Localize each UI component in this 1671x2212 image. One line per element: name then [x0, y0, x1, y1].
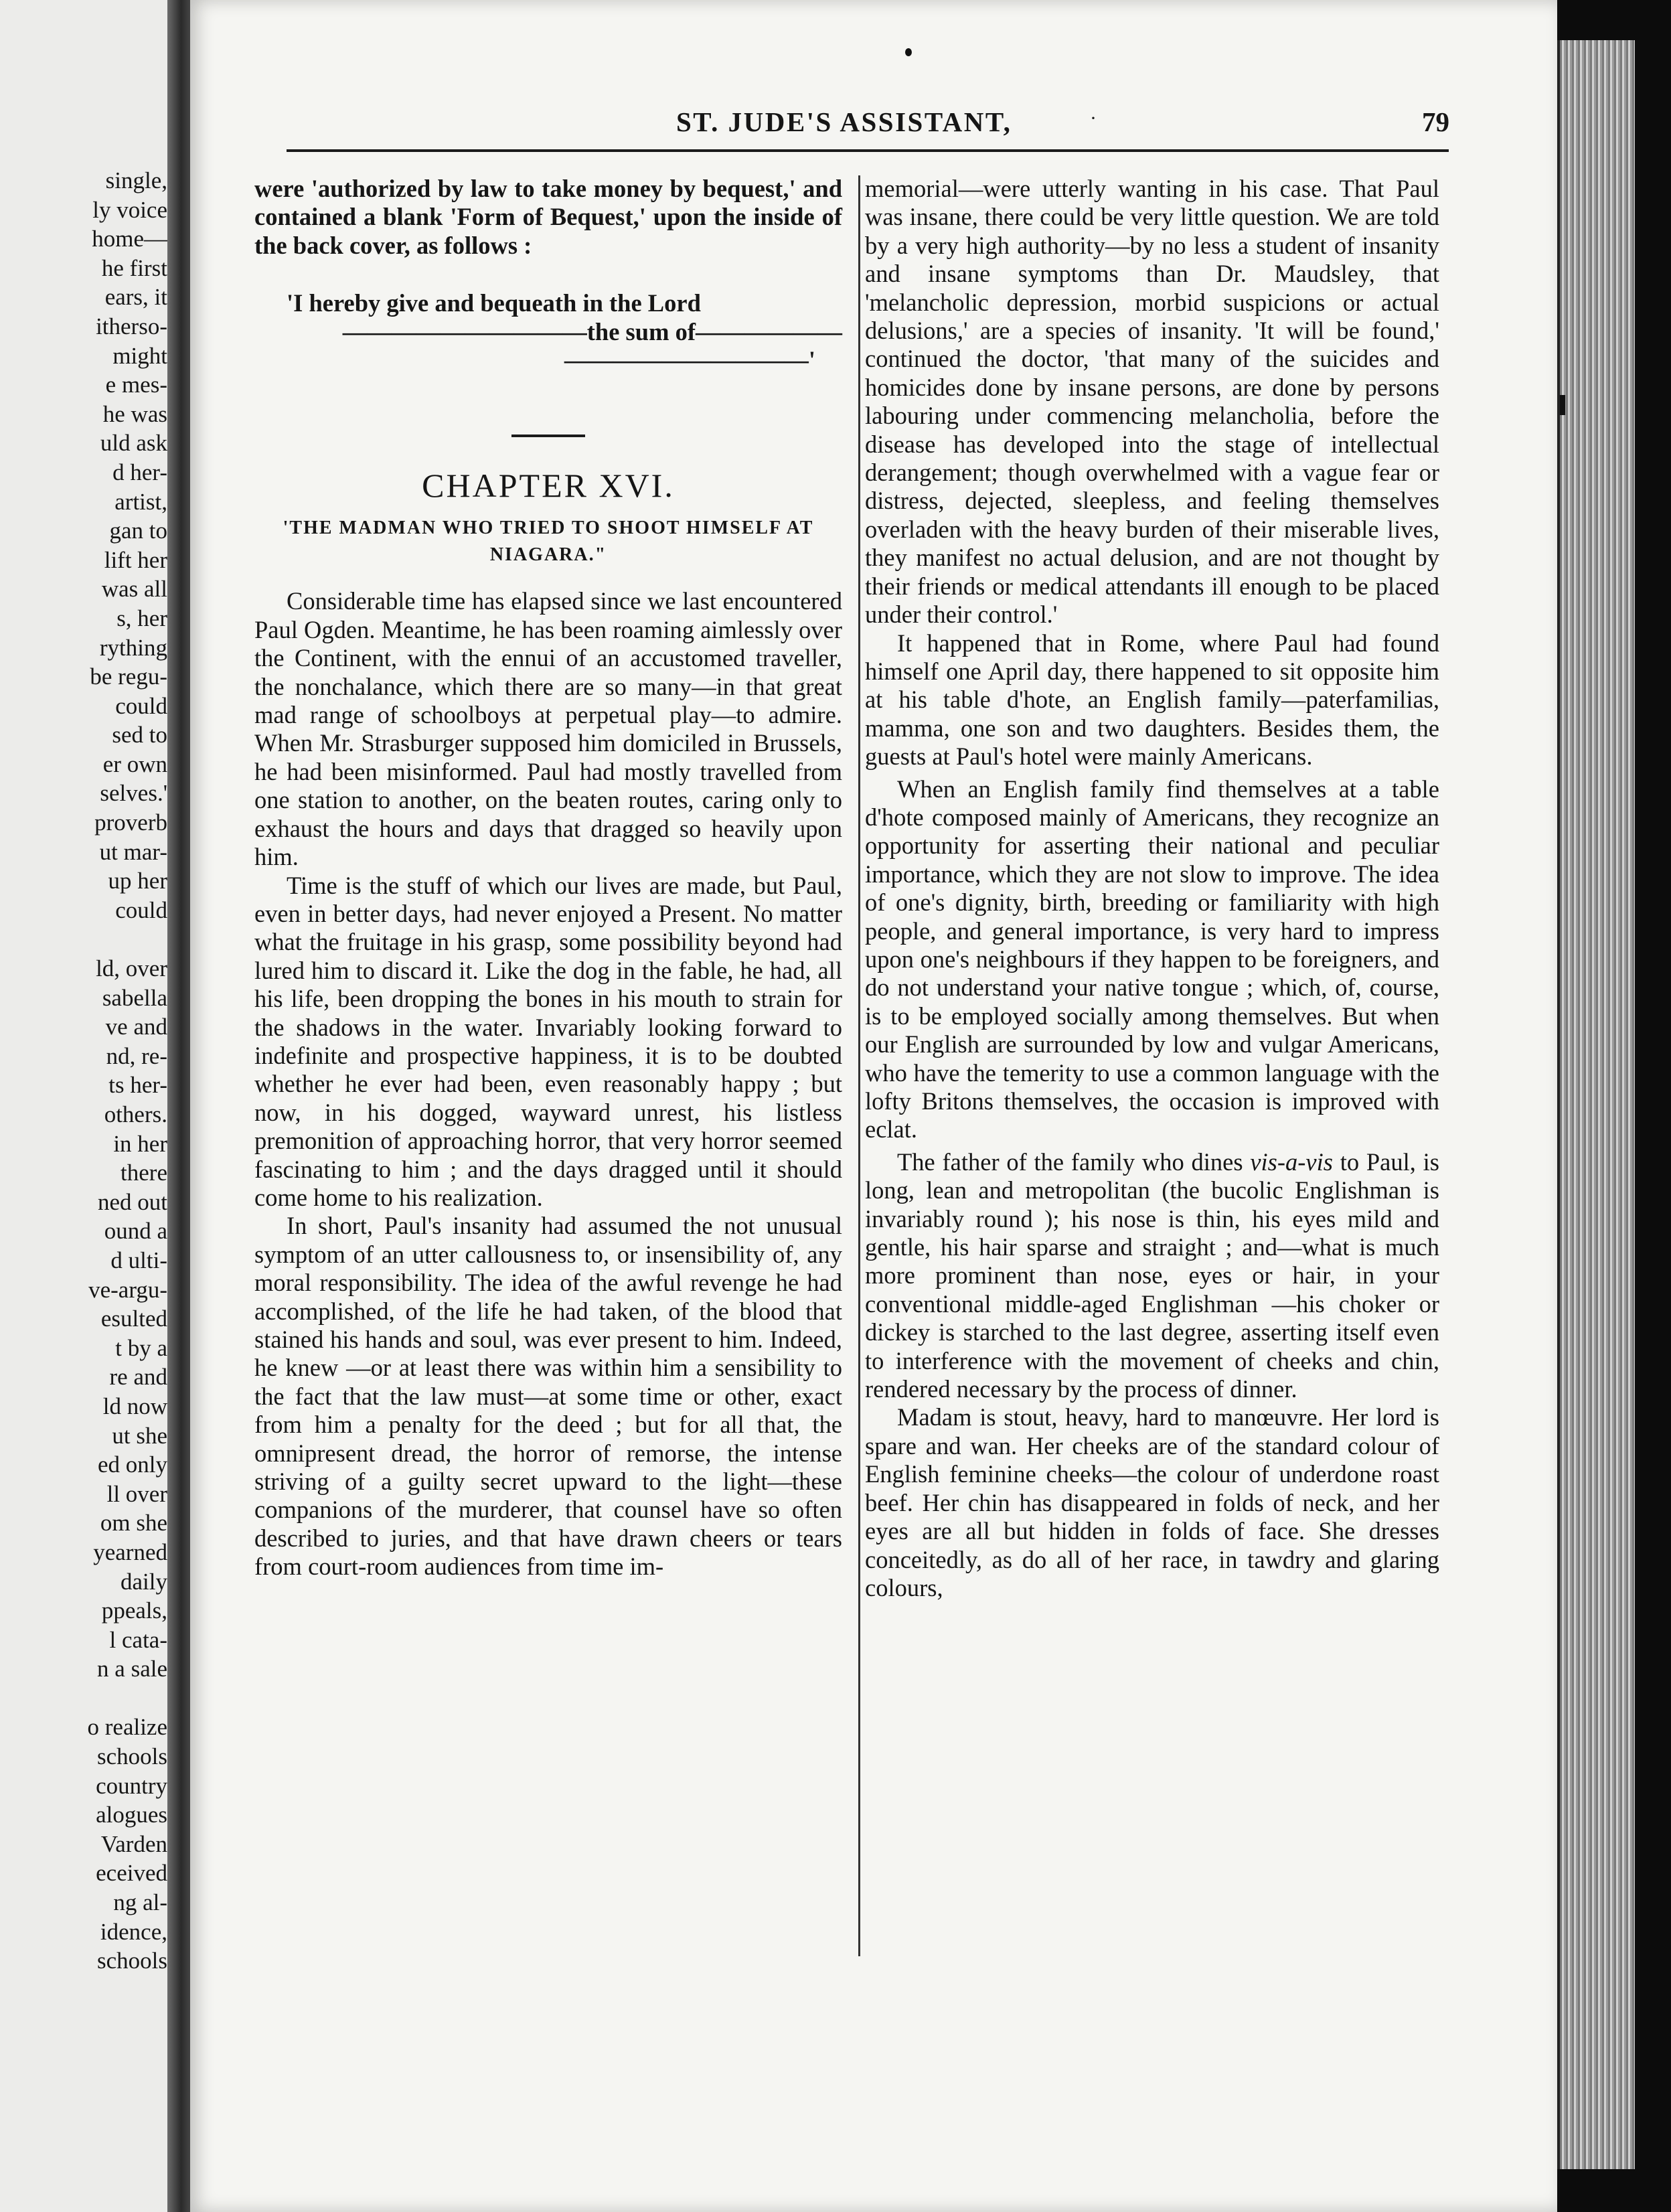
fragment-line: ld, over	[96, 955, 167, 982]
fragment-line: s, her	[116, 605, 167, 631]
fragment-line: he was	[102, 400, 167, 427]
bequest-form	[254, 289, 842, 374]
fragment-line: proverb	[94, 809, 167, 836]
fragment-line: e mes-	[105, 372, 167, 398]
fragment-line: could	[115, 896, 167, 923]
fragment-line: selves.'	[100, 780, 167, 807]
fragment-line: gan to	[109, 518, 167, 544]
fragment-line: ppeals,	[101, 1597, 167, 1624]
fragment-line: t by a	[115, 1334, 167, 1361]
fragment-line: uld ask	[100, 430, 167, 457]
fragment-line: ve-argu-	[88, 1276, 167, 1303]
bequest-line: ——————————the sum of——————	[342, 317, 842, 345]
fragment-line: nd, re-	[106, 1042, 167, 1069]
fragment-line: n a sale	[97, 1656, 167, 1682]
ink-speck	[905, 48, 912, 56]
fragment-line: ears, it	[104, 284, 167, 311]
fragment-line: er own	[102, 750, 167, 777]
body-paragraph: Madam is stout, heavy, hard to manœuvre. Her lord is spare and wan. Her cheeks are of the standard colour of English feminine cheeks—the colour of underdone roast beef. Her chin has disappeared in folds of neck, and her eyes are all but hidden in folds of face. She dresses conceitedly, as do all of her race, in tawdry and glaring colours,	[865, 1403, 1439, 1601]
body-paragraph: Time is the stuff of which our lives are made, but Paul, even in better days, had never enjoyed a Present. No matter what the fruitage in his grasp, some possibility beyond had lured him to discard it. Like the dog in the fable, he had, all his life, been dropping the bones in his mouth to strain for the shadows in the water. Invariably looking forward to indefinite and prospective happiness, it is to be doubted whether he ever had been, even reasonably happy ; but now, in his dogged, wayward unrest, his listless premonition of approaching horror, that very horror seemed fascinating to him ; and the days dragged until it should come home to his realization.	[254, 871, 842, 1211]
fragment-line: country	[96, 1772, 167, 1799]
fragment-line: yearned	[93, 1538, 167, 1565]
margin-mark	[1560, 395, 1565, 415]
fragment-line: ed only	[97, 1451, 167, 1478]
fragment-line: rything	[99, 634, 167, 661]
fragment-line: artist,	[114, 488, 167, 515]
fragment-line: in her	[113, 1130, 167, 1157]
body-paragraph: It happened that in Rome, where Paul had found himself one April day, there happened to sit opposite him at his table d'hote, an English family—paterfamilias, mamma, one son and two daughters. Besides them, the guests at Paul's hotel were mainly Americans.	[865, 629, 1439, 771]
italic-phrase: vis-a-vis	[1250, 1148, 1333, 1176]
column-divider	[858, 175, 860, 1956]
ink-speck: ·	[1090, 107, 1097, 129]
page-number: 79	[1422, 106, 1449, 137]
fragment-line: be regu-	[90, 663, 167, 690]
bequest-line: ——————————'	[564, 346, 815, 374]
fragment-line: Varden	[100, 1830, 167, 1857]
chapter-title: CHAPTER XVI.	[422, 467, 675, 505]
fragment-line: itherso-	[96, 313, 167, 339]
fragment-line: schools	[97, 1743, 167, 1770]
fragment-line: o realize	[87, 1714, 167, 1741]
fragment-line: d ulti-	[110, 1247, 167, 1273]
fragment-line: l cata-	[109, 1626, 167, 1653]
fragment-line: single,	[105, 167, 167, 193]
previous-page-fragment	[0, 0, 173, 2212]
fragment-line: idence,	[100, 1918, 167, 1945]
intro-paragraph: were 'authorized by law to take money by bequest,' and contained a blank 'Form of Bequest,' upon the inside of the back cover, as follows :	[254, 175, 842, 259]
body-paragraph: memorial—were utterly wanting in his case. That Paul was insane, there could be very little question. We are told by a very high authority—by no less a student of insanity and insane symptoms than Dr. Maudsley, that 'melancholic depression, morbid suspicions or actual delusions,' are a species of insanity. 'It will be found,' continued the doctor, 'that many of the suicides and homicides done by insane persons, are done by persons labouring under commencing melancholia, before the disease has developed into the stage of intellectual derangement; though overwhelmed with a vague fear or distress, dejected, sleepless, and feeling themselves overladen with the heavy burden of their miserable lives, they manifest no actual delusion, and are not thought by their friends or medical attendants ill enough to be placed under their control.'	[865, 175, 1439, 629]
fragment-line: alogues	[96, 1802, 167, 1828]
fragment-line: sed to	[112, 722, 167, 748]
body-paragraph: Considerable time has elapsed since we last encountered Paul Ogden. Meantime, he has been roaming aimlessly over the Continent, with the ennui of an accustomed traveller, the nonchalance, which there are so many—in that great mad range of schoolboys at perpetual play—to admire. When Mr. Strasburger supposed him domiciled in Brussels, he had been misinformed. Paul had mostly travelled from one station to another, on the beaten routes, caring only to exhaust the hours and days that dragged so heavily upon him.	[254, 587, 842, 871]
fragment-line: he first	[101, 254, 167, 281]
fragment-line: ld now	[102, 1393, 167, 1419]
fragment-line: ll over	[106, 1480, 167, 1507]
fragment-line: home—	[92, 226, 167, 252]
fragment-line: schools	[97, 1948, 167, 1974]
fragment-line: others.	[104, 1101, 167, 1127]
fragment-line: ound a	[104, 1218, 167, 1245]
fragment-line: ut she	[112, 1422, 167, 1449]
left-column	[254, 175, 842, 1581]
fragment-line: lift her	[104, 546, 167, 573]
body-paragraph: When an English family find themselves at a table d'hote composed mainly of Americans, they recognize an opportunity for asserting their national and peculiar importance, which they are not slow to improve. The idea of one's dignity, birth, breeding or familiarity with high people, and general importance, is very hard to impress upon one's neighbours if they happen to be foreigners, and do not understand your native tongue ; which, of, course, is to be employed socially among themselves. But when our English are surrounded by low and vulgar Americans, who have the temerity to use a common language with the lofty Britons themselves, the occasion is improved with eclat.	[865, 775, 1439, 1143]
page-edges	[1557, 40, 1635, 2169]
fragment-line: was all	[101, 576, 167, 603]
fragment-line: ts her-	[108, 1072, 167, 1099]
book-gutter	[167, 0, 190, 2212]
fragment-line: ned out	[97, 1188, 167, 1215]
bequest-line: 'I hereby give and bequeath in the Lord	[287, 289, 701, 317]
fragment-line: om she	[100, 1510, 167, 1536]
fragment-line: esulted	[100, 1306, 167, 1332]
body-paragraph: In short, Paul's insanity had assumed the not unusual symptom of an utter callousness to, or insensibility of, any moral responsibility. The idea of the awful revenge he had accomplished, of the life he had taken, of the blood that stained his hands and soul, was ever present to him. Indeed, he knew —or at least there was within him a sensibility to the fact that the law must—at some time or other, exact from him a penalty for the deed ; but for all that, the omnipresent dread, the horror of remorse, the intense striving of a guilty secret upward to the light—these companions of the murderer, that counsel have so often described to juries, and that have drawn cheers or tears from court-room audiences from time im-	[254, 1212, 842, 1581]
paragraph-text: to Paul, is long, lean and metropolitan (the bucolic Englishman is invariably round ); his nose is thin, his eyes mild and gentle, his hair sparse and straight ; and—what is much more prominent than nose, eyes or hair, in your conventional middle-aged Englishman —his choker or dickey is starched to the last degree, asserting itself even to interference with the movement of cheeks and chin, rendered necessary by the process of dinner.	[865, 1148, 1439, 1403]
fragment-line: might	[112, 342, 167, 369]
running-header: ST. JUDE'S ASSISTANT,	[676, 106, 1012, 137]
fragment-line: ng al-	[113, 1889, 167, 1916]
header-rule	[287, 149, 1449, 152]
fragment-line: there	[121, 1160, 167, 1186]
fragment-line: ve and	[105, 1014, 167, 1040]
fragment-line: could	[115, 692, 167, 719]
body-paragraph	[865, 1148, 1439, 1404]
right-column	[865, 175, 1439, 1602]
fragment-line: up her	[108, 868, 167, 894]
previous-page-text	[7, 166, 167, 1976]
fragment-line: sabella	[102, 984, 167, 1011]
paragraph-text: The father of the family who dines	[897, 1148, 1251, 1176]
fragment-line	[7, 925, 167, 954]
fragment-line: ly voice	[92, 196, 167, 223]
fragment-line: d her-	[112, 459, 167, 485]
fragment-line: re and	[109, 1364, 167, 1391]
section-rule	[511, 434, 585, 437]
fragment-line: eceived	[96, 1860, 167, 1887]
chapter-subtitle: 'THE MADMAN WHO TRIED TO SHOOT HIMSELF AT NIAGARA."	[283, 518, 814, 566]
fragment-line: daily	[121, 1568, 167, 1595]
fragment-line: ut mar-	[99, 838, 167, 865]
fragment-line	[7, 1684, 167, 1713]
